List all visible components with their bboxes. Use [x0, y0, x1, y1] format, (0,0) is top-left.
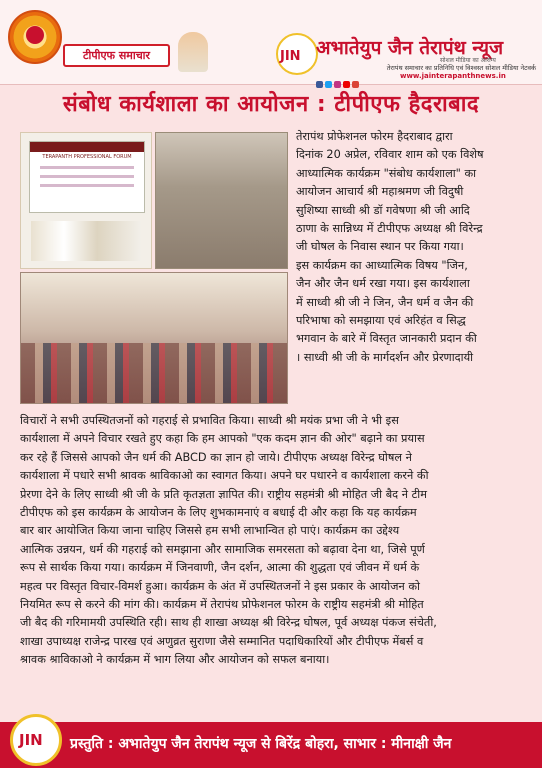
article-line: जी घोषल के निवास स्थान पर किया गया।	[296, 240, 464, 254]
article-line: । साध्वी श्री जी के मार्गदर्शन और प्रेरणादायी	[296, 350, 474, 364]
acharya-portrait	[178, 32, 208, 72]
banner-org: TERAPANTH PROFESSIONAL FORUM	[42, 154, 132, 160]
article-body-column	[296, 128, 528, 367]
article-line: कार्यशाला में पधारे सभी श्रावक श्राविकाओ का स्वागत किया। अपने घर पधारने व कार्यशाला करने की	[20, 469, 429, 483]
article-line: श्रावक श्राविकाओ ने कार्यक्रम में भाग लिया और आयोजन को सफल बनाया।	[20, 653, 330, 667]
article-body-full	[20, 412, 528, 670]
article-line: टीपीएफ को इस कार्यक्रम के आयोजन के लिए शुभकामनाएं व बधाई दी और कहा कि यह कार्यक्रम	[20, 506, 417, 520]
article-line: आध्यात्मिक कार्यक्रम "संबोध कार्यशाला" का	[296, 166, 477, 180]
facebook-icon[interactable]	[316, 81, 323, 88]
article-line: कर रहे हैं जिससे आपको जैन धर्म की ABCD का ज्ञान हो जाये। टीपीएफ अध्यक्ष विरेन्द्र घोषल ने	[20, 450, 412, 464]
twitter-icon[interactable]	[325, 81, 332, 88]
page-header	[0, 0, 542, 85]
article-line: में साध्वी श्री जी ने जिन, जैन धर्म व जैन की	[296, 295, 474, 309]
article-line: जी बैद की गरिमामयी उपस्थिति रही। साथ ही शाखा अध्यक्ष श्री विरेन्द्र घोषल, पूर्व अध्यक्ष पंकज संचेती,	[20, 616, 437, 630]
article-line: ठाणा के सान्निध्य में टीपीएफ अध्यक्ष श्री विरेन्द्र	[296, 222, 483, 236]
article-line: आत्मिक उन्नयन, धर्म की गहराई को समझाना और सामाजिक समरसता को बढ़ावा देना था, जिसे पूर्ण	[20, 542, 425, 556]
article-line: कार्यशाला में अपने विचार रखते हुए कहा कि हम आपको "एक कदम ज्ञान की ओर" बढ़ाने का प्रयास	[20, 432, 425, 446]
article-line: विचारों ने सभी उपस्थितजनों को गहराई से प्रभावित किया। साध्वी श्री मयंक प्रभा जी ने भी इस	[20, 414, 399, 427]
group-photo	[20, 272, 288, 404]
tpf-news-tag: टीपीएफ समाचार	[63, 44, 170, 67]
brand-name: अभातेयुप जैन तेरापंथ न्यूज	[316, 37, 504, 59]
article-line: दिनांक 20 अप्रेल, रविवार शाम को एक विशेष	[296, 148, 484, 162]
article-line: सुशिष्या साध्वी श्री डॉ गवेषणा श्री जी आदि	[296, 203, 470, 217]
youtube-icon[interactable]	[343, 81, 350, 88]
brand-tagline: तेरापंथ समाचार का प्रतिनिधि एवं विश्वस्त सोशल मीडिया नेटवर्क	[386, 64, 536, 72]
brand-small-text: सोशल मीडिया का आरोग्य	[440, 57, 496, 64]
article-line: रूप से सार्थक किया गया। कार्यक्रम में जिनवाणी, जैन दर्शन, आत्मा की शुद्धता एवं जीवन में धर्म के	[20, 561, 420, 575]
article-line: जैन और जैन धर्म रखा गया। इस कार्यशाला	[296, 277, 470, 291]
article-line: आयोजन आचार्य श्री महाश्रमण जी विदुषी	[296, 185, 464, 199]
article-line: महत्व पर विस्तृत विचार-विमर्श हुआ। कार्यक्रम के अंत में उपस्थितजनों ने इस प्रकार के आयोजन को	[20, 579, 420, 593]
jin-logo: JIN	[276, 33, 318, 75]
website-link[interactable]: www.jainterapanthnews.in	[400, 72, 506, 80]
footer-jin-logo: JIN	[10, 714, 62, 766]
forum-seal-logo	[8, 10, 62, 64]
article-line: इस कार्यक्रम का आध्यात्मिक विषय "जिन,	[296, 258, 468, 272]
audience-photo	[155, 132, 288, 269]
article-line: बार बार आयोजित किया जाना चाहिए जिससे हम सभी लाभान्वित हो पाएं। कार्यक्रम का उद्देश्य	[20, 524, 400, 538]
event-banner-photo	[20, 132, 152, 269]
article-line: प्रेरणा देने के लिए साध्वी श्री जी के प्रति कृतज्ञता ज्ञापित की। राष्ट्रीय सहमंत्री श्री मोहित जी बैद ने टीम	[20, 487, 427, 501]
footer-credit: प्रस्तुति : अभातेयुप जैन तेरापंथ न्यूज से बिरेंद्र बोहरा, साभार : मीनाक्षी जैन	[70, 736, 452, 752]
article-title: संबोध कार्यशाला का आयोजन : टीपीएफ हैदराबाद	[62, 92, 480, 117]
google-icon[interactable]	[352, 81, 359, 88]
article-line: नियमित रूप से करने की मांग की। कार्यक्रम में तेरापंथ प्रोफेशनल फोरम के राष्ट्रीय सहमंत्री श्री मोहित	[20, 598, 424, 612]
event-banner	[29, 141, 145, 213]
article-line: शाखा उपाध्यक्ष राजेन्द्र पारख एवं अणुव्रत सुराणा जैसे सम्मानित पदाधिकारियों और टीपीएफ मेंबर्स व	[20, 634, 424, 648]
article-line: भगवान के बारे में विस्तृत जानकारी प्रदान की	[296, 332, 477, 346]
article-line: तेरापंथ प्रोफेशनल फोरम हैदराबाद द्वारा	[296, 130, 453, 143]
instagram-icon[interactable]	[334, 81, 341, 88]
article-line: परिभाषा को समझाया एवं अरिहंत व सिद्ध	[296, 314, 466, 328]
